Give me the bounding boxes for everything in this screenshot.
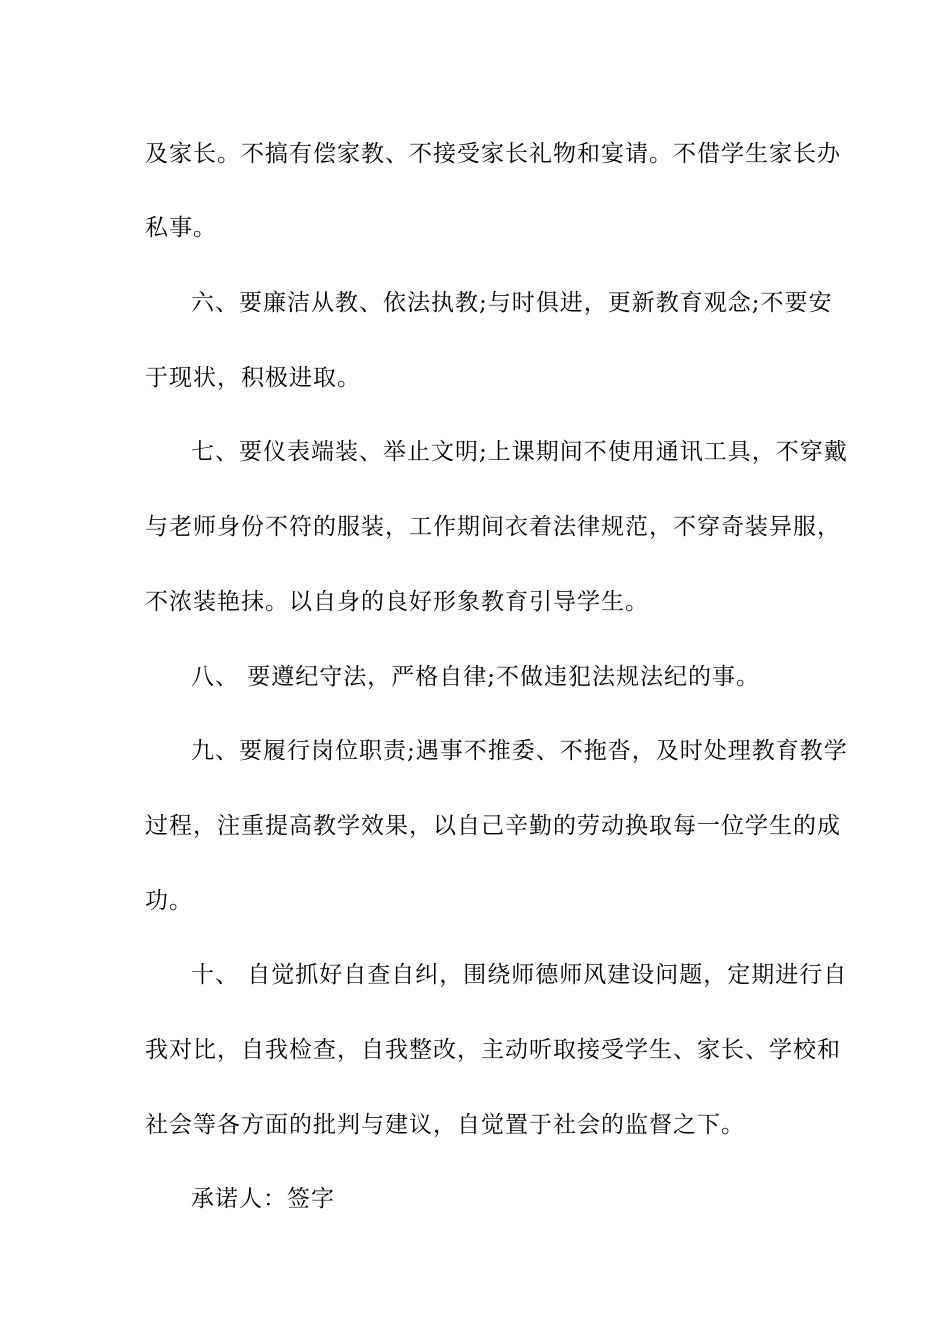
text-line-9: 九、要履行岗位职责;遇事不推委、不拖沓，及时处理教育教学	[191, 738, 848, 764]
text-line-6: 与老师身份不符的服装，工作期间衣着法律规范，不穿奇装异服，	[145, 514, 841, 540]
text-line-10: 过程，注重提高教学效果，以自己辛勤的劳动换取每一位学生的成	[145, 813, 841, 839]
text-line-1: 及家长。不搞有偿家教、不接受家长礼物和宴请。不借学生家长办	[145, 141, 841, 167]
text-line-8: 八、 要遵纪守法，严格自律;不做违犯法规法纪的事。	[191, 664, 761, 690]
text-line-2: 私事。	[145, 215, 217, 241]
text-line-3: 六、要廉洁从教、依法执教;与时俱进，更新教育观念;不要安	[191, 290, 833, 316]
text-line-13: 我对比，自我检查，自我整改，主动听取接受学生、家长、学校和	[145, 1037, 841, 1063]
text-line-7: 不浓装艳抹。以自身的良好形象教育引导学生。	[145, 589, 649, 615]
text-line-4: 于现状，积极进取。	[145, 365, 361, 391]
text-line-14: 社会等各方面的批判与建议，自觉置于社会的监督之下。	[145, 1112, 745, 1138]
text-line-5: 七、要仪表端装、举止文明;上课期间不使用通讯工具，不穿戴	[191, 439, 848, 465]
text-line-12: 十、 自觉抓好自查自纠，围绕师德师风建设问题，定期进行自	[191, 962, 848, 988]
signature-line: 承诺人：签字	[191, 1186, 335, 1212]
text-line-11: 功。	[145, 888, 193, 914]
